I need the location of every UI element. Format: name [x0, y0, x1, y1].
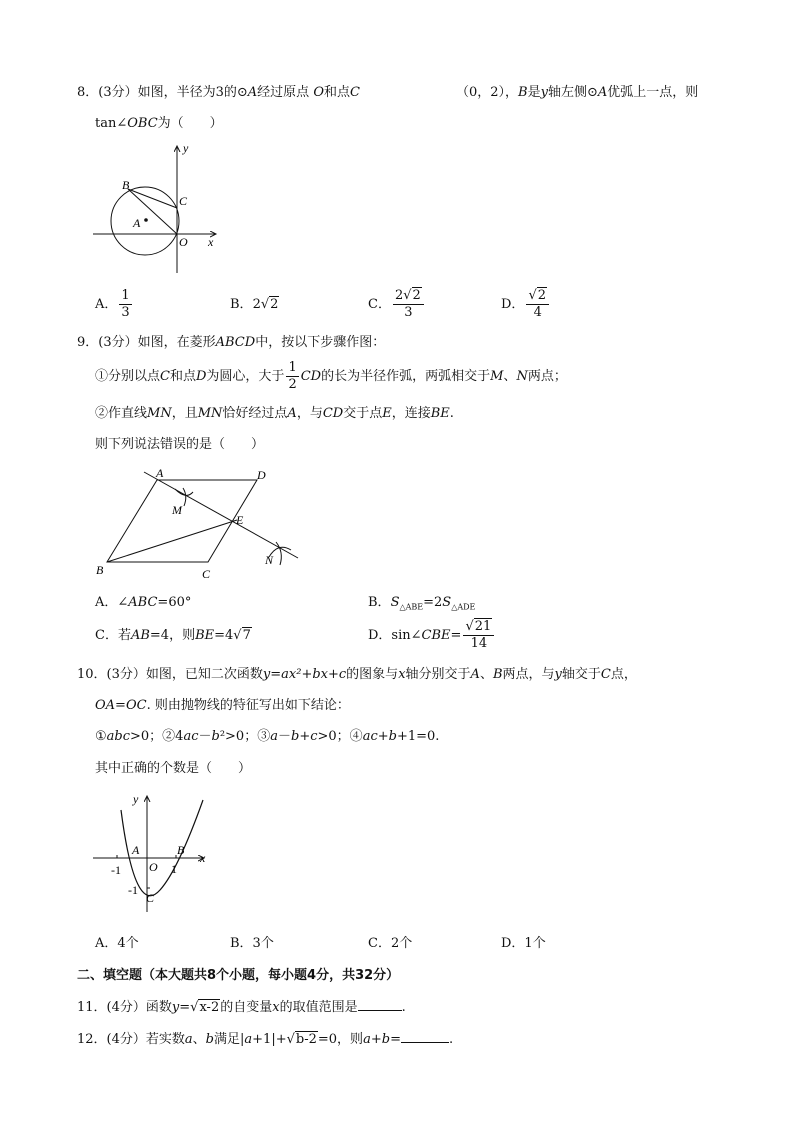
- q10-option-d: D．1个: [501, 936, 546, 951]
- q8-label-y: y: [183, 141, 189, 155]
- q8-line1-cont: （0，2），B是y轴左侧⊙A优弧上一点，则: [456, 85, 699, 100]
- q10-label-y: y: [133, 792, 139, 806]
- q10-label-minus1-y: -1: [128, 883, 138, 897]
- q10-line3: ①abc>0；②4ac－b²>0；③a－b+c>0；④ac+b+1=0.: [95, 729, 440, 744]
- q9-label-N: N: [265, 553, 274, 567]
- q10-line1: 10．(3分）如图，已知二次函数y=ax²+bx+c的图象与x轴分别交于A、B两点，与y轴交于C点，: [77, 667, 637, 682]
- q10-option-a: A．4个: [95, 936, 139, 951]
- q8-label-x: x: [208, 235, 214, 249]
- q9-line1: 9．(3分）如图，在菱形ABCD中，按以下步骤作图：: [77, 335, 386, 350]
- q8-segment-BC: [128, 189, 177, 208]
- q8-label-C: C: [179, 194, 188, 208]
- q10-option-c: C．2个: [368, 936, 413, 951]
- q9-segment-BE: [107, 520, 237, 562]
- q9-line-MN: [144, 472, 298, 558]
- q9-option-b: B．$S_{\triangle ABE}=2S_{\triangle ADE}$: [368, 595, 476, 612]
- q10-line4: 其中正确的个数是（ ）: [95, 761, 252, 776]
- q8-option-d: D． $\frac{√2}{4}$: [501, 288, 551, 322]
- q9-label-C: C: [202, 567, 211, 581]
- q10-figure: [90, 790, 215, 915]
- q10-label-minus1-x: -1: [111, 863, 121, 877]
- q8-line2: tan∠OBC为（ ）: [95, 116, 223, 131]
- q11-answer-blank[interactable]: [358, 998, 402, 1011]
- q9-line3: ②作直线MN，且MN恰好经过点A，与CD交于点E，连接BE.: [95, 406, 454, 421]
- q8-center-dot: [144, 218, 148, 222]
- q10-line2: OA=OC. 则由抛物线的特征写出如下结论：: [95, 698, 350, 713]
- q8-label-O: O: [179, 235, 188, 249]
- q9-line2: ①分别以点C和点D为圆心，大于 $\frac{1}{2}$ CD的长为半径作弧，两弧相交于M、N两点；: [95, 360, 567, 392]
- q8-label-A: A: [133, 216, 141, 230]
- q9-label-M: M: [172, 503, 182, 517]
- section-heading: 二、填空题（本大题共8个小题，每小题4分，共32分）: [77, 968, 400, 983]
- q9-label-A: A: [156, 466, 164, 480]
- q8-label-B: B: [122, 178, 130, 192]
- q9-option-a: A．∠ABC=60°: [95, 595, 192, 610]
- q9-label-D: D: [257, 468, 266, 482]
- q8-option-b: B．2√2: [230, 297, 279, 312]
- q8-option-c: C． $\frac{2√2}{3}$: [368, 288, 426, 322]
- q10-option-b: B．3个: [230, 936, 274, 951]
- q9-label-E: E: [236, 513, 244, 527]
- q12-answer-blank[interactable]: [401, 1030, 449, 1043]
- q8-figure: [90, 140, 225, 275]
- q9-option-d: D．sin∠CBE= $\frac{√21}{14}$: [368, 618, 496, 654]
- q10-label-C: C: [146, 891, 155, 905]
- q9-figure: [90, 462, 310, 584]
- q9-line4: 则下列说法错误的是（ ）: [95, 437, 265, 452]
- q8-option-a: A． $\frac{1}{3}$: [95, 288, 130, 320]
- q10-label-x: x: [200, 851, 206, 865]
- q10-label-A: A: [132, 843, 140, 857]
- q10-label-1-x: 1: [171, 862, 177, 876]
- q9-label-B: B: [96, 563, 104, 577]
- q10-label-B: B: [177, 843, 185, 857]
- q9-option-c: C．若AB=4，则BE=4√7: [95, 628, 251, 643]
- q8-line1: 8．(3分）如图，半径为3的⊙A经过原点 O和点C: [77, 85, 360, 100]
- q12-line: 12．(4分）若实数a、b满足|a+1|+√b-2=0，则a+b= .: [77, 1032, 454, 1047]
- q11-line: 11．(4分）函数y=√x-2的自变量x的取值范围是 .: [77, 1000, 406, 1015]
- q10-label-O: O: [149, 860, 158, 874]
